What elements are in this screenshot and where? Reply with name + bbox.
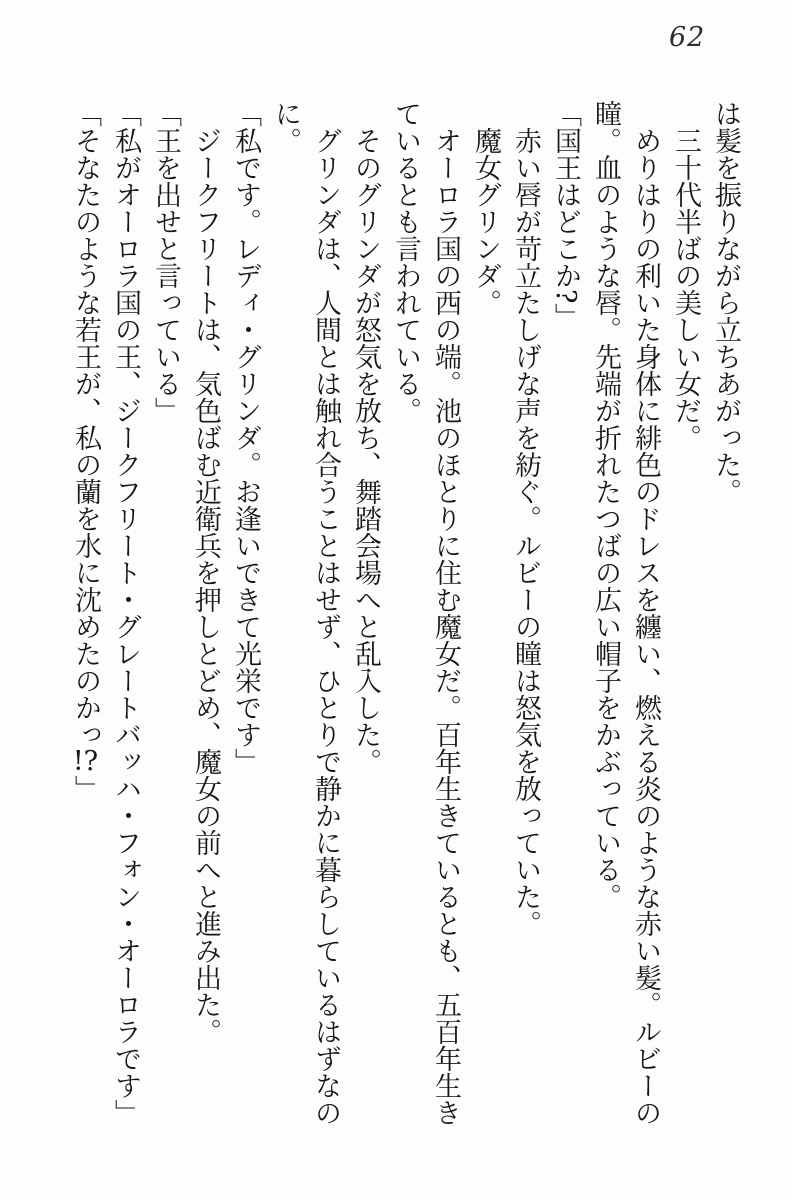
vertical-text-block — [65, 100, 745, 1126]
dialogue-line: 「私がオーロラ国の王、ジークフリート・グレートバッハ・フォン・オーロラです」 — [110, 100, 141, 1126]
paragraph-narrative: ジークフリートは、気色ばむ近衛兵を押しとどめ、魔女の前へと進み出た。 — [190, 127, 221, 1045]
paragraph-narrative: 赤い唇が苛立たしげな声を紡ぐ。ルビーの瞳は怒気を放っていた。 — [510, 127, 541, 937]
paragraph-narrative: そのグリンダが怒気を放ち、舞踏会場へと乱入した。 — [350, 127, 381, 775]
dialogue-line: 「そなたのような若王が、私の蘭を水に沈めたのかっ!?」 — [70, 100, 101, 802]
paragraph-narrative: 三十代半ばの美しい女だ。 — [670, 127, 701, 451]
page-number: 62 — [669, 22, 706, 53]
dialogue-line: 「国王はどこか?」 — [550, 100, 581, 331]
paragraph-narrative: 魔女グリンダ。 — [470, 127, 501, 316]
paragraph-narrative: グリンダは、人間とは触れ合うことはせず、ひとりで静かに暮らしているはずなのに。 — [270, 100, 341, 1126]
dialogue-line: 「私です。レディ・グリンダ。お逢いできて光栄です」 — [230, 100, 261, 775]
paragraph-narrative: オーロラ国の西の端。池のほとりに住む魔女だ。百年生きているとも、五百年生きているとも言われている。 — [390, 100, 461, 1126]
paragraph-continuation: は髪を振りながら立ちあがった。 — [710, 100, 741, 505]
paragraph-narrative: めりはりの利いた身体に緋色のドレスを纏い、燃える炎のような赤い髪。ルビーの瞳。血のような唇。先端が折れたつばの広い帽子をかぶっている。 — [590, 100, 661, 1126]
dialogue-line: 「王を出せと言っている」 — [150, 100, 181, 424]
